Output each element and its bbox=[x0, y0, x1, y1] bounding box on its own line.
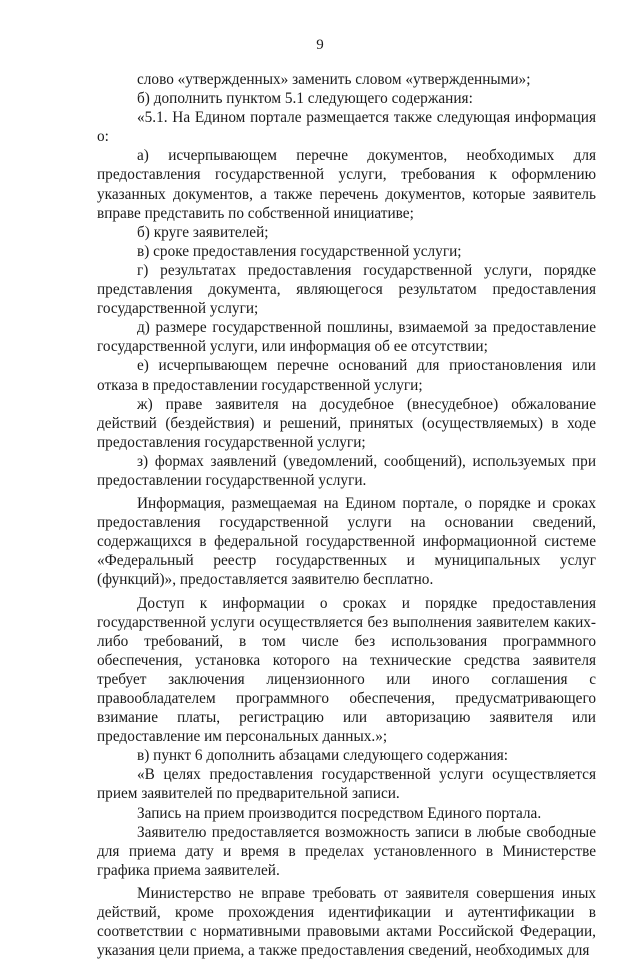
paragraph-5: б) круге заявителей; bbox=[137, 223, 269, 241]
paragraph-13: Доступ к информации о сроках и порядке предоставления государственной услуги осуществляется без выполнения заявителем каких-либо требований, в том числе без использования программного обеспечения, установка которого на технические средства заявителя требует заключения лицензионного или иного соглашения с правообладателем программного обеспечения, предусматривающего взимание платы, регистрацию или авторизацию заявителя или предоставление им персональных данных.»; bbox=[97, 594, 596, 746]
paragraph-9: е) исчерпывающем перечне оснований для приостановления или отказа в предоставлении государственной услуги; bbox=[97, 357, 596, 394]
paragraph-4: а) исчерпывающем перечне документов, необходимых для предоставления государственной услуги, требования к оформлению указанных документов, а также перечень документов, которые заявитель вправе представить по собственной инициативе; bbox=[97, 147, 596, 222]
paragraph-6: в) сроке предоставления государственной услуги; bbox=[137, 242, 462, 260]
paragraph-10: ж) праве заявителя на досудебное (внесудебное) обжалование действий (бездействия) и решений, принятых (осуществляемых) в ходе предоставления государственной услуги; bbox=[97, 395, 596, 451]
paragraph-17: Заявителю предоставляется возможность записи в любые свободные для приема дату и время в пределах установленного в Министерстве графика приема заявителей. bbox=[97, 823, 596, 879]
paragraph-1: слово «утвержденных» заменить словом «утвержденными»; bbox=[137, 71, 531, 88]
paragraph-16: Запись на прием производится посредством Единого портала. bbox=[137, 804, 542, 822]
paragraph-15: «В целях предоставления государственной услуги осуществляется прием заявителей по предварительной записи. bbox=[97, 766, 596, 803]
paragraph-8: д) размере государственной пошлины, взимаемой за предоставление государственной услуги, или информация об ее отсутствии; bbox=[97, 319, 596, 356]
paragraph-11: з) формах заявлений (уведомлений, сообщений), используемых при предоставлении государственной услуги. bbox=[97, 452, 596, 489]
paragraph-7: г) результатах предоставления государственной услуги, порядке представления документа, являющегося результатом предоставления государственной услуги; bbox=[97, 261, 596, 318]
page-number: 9 bbox=[316, 37, 324, 53]
paragraph-3: «5.1. На Едином портале размещается также следующая информация о: bbox=[97, 109, 596, 146]
paragraph-14: в) пункт 6 дополнить абзацами следующего содержания: bbox=[137, 747, 509, 765]
paragraph-18: Министерство не вправе требовать от заявителя совершения иных действий, кроме прохождения идентификации и аутентификации в соответствии с нормативными правовыми актами Российской Федерации, указания цели приема, а также предоставления сведений, необходимых для bbox=[97, 884, 596, 960]
paragraph-2: б) дополнить пунктом 5.1 следующего содержания: bbox=[137, 90, 473, 108]
document-body bbox=[97, 70, 596, 960]
paragraph-12: Информация, размещаемая на Едином портале, о порядке и сроках предоставления государственной услуги на основании сведений, содержащихся в федеральной государственной информационной системе «Федеральный реестр государственных и муниципальных услуг (функций)», предоставляется заявителю бесплатно. bbox=[97, 495, 596, 589]
